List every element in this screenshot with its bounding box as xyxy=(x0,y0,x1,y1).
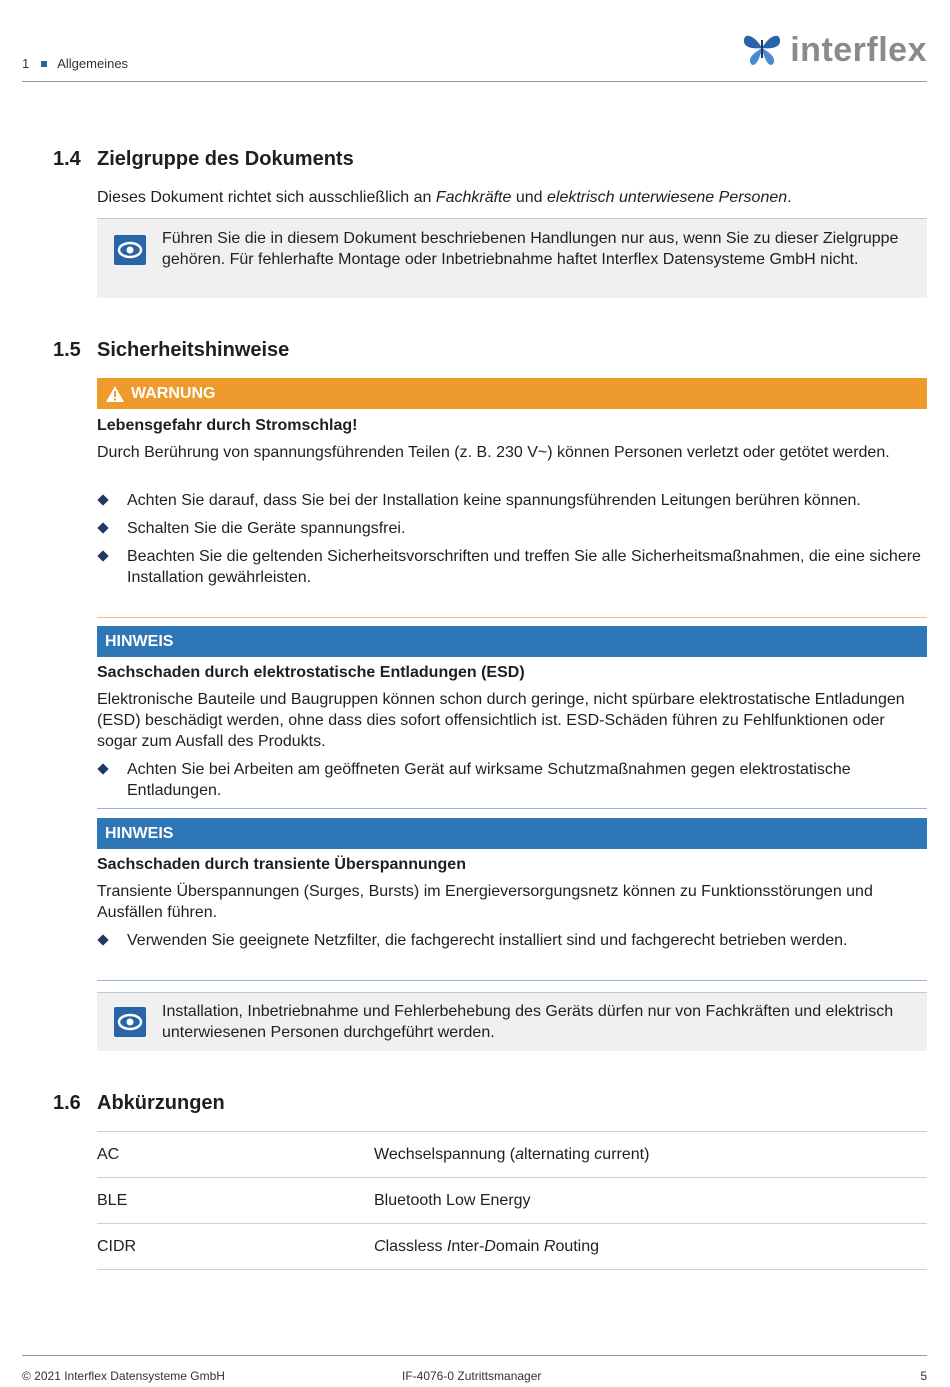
notice-bullet-list xyxy=(97,759,927,808)
warning-text: Durch Berührung von spannungsführenden Teilen (z. B. 230 V~) können Personen verletzt oder getötet werden. xyxy=(97,444,890,461)
eye-icon xyxy=(114,235,146,265)
interflex-logo xyxy=(740,26,927,75)
abbreviations-table xyxy=(97,1131,927,1270)
notice-label: HINWEIS xyxy=(105,632,174,650)
list-item-text: Achten Sie bei Arbeiten am geöffneten Gerät auf wirksame Schutzmaßnahmen gegen elektrostatische Entladungen. xyxy=(127,761,851,799)
abbreviation-cell: AC xyxy=(97,1145,120,1163)
diamond-bullet-icon xyxy=(97,522,108,533)
info-text: Führen Sie die in diesem Dokument beschriebenen Handlungen nur aus, wenn Sie zu dieser Zielgruppe gehören. Für fehlerhafte Montage oder Inbetriebnahme haftet Interflex Datensysteme GmbH nicht. xyxy=(162,230,899,268)
notice-heading: Sachschaden durch transiente Überspannungen xyxy=(97,856,466,873)
section-heading-1-4 xyxy=(53,148,354,171)
section-number: 1.4 xyxy=(53,148,81,170)
section-title: Sicherheitshinweise xyxy=(97,339,290,361)
diamond-bullet-icon xyxy=(97,934,108,945)
emphasis: elektrisch unterwiesene Personen xyxy=(547,189,788,206)
list-item-text: Schalten Sie die Geräte spannungsfrei. xyxy=(127,520,406,537)
footer-document-id: IF-4076-0 Zutrittsmanager xyxy=(402,1369,542,1383)
list-item xyxy=(97,518,927,539)
text-run: . xyxy=(787,189,792,206)
warning-label: WARNUNG xyxy=(131,384,216,402)
abbreviation-cell: CIDR xyxy=(97,1237,137,1255)
table-row xyxy=(97,1178,927,1224)
section-number: 1.6 xyxy=(53,1092,81,1114)
warning-bullet-list xyxy=(97,490,927,595)
chapter-indicator xyxy=(22,56,128,71)
divider xyxy=(97,617,927,618)
notice-bar xyxy=(97,818,927,849)
notice-text: Transiente Überspannungen (Surges, Bursts) im Energieversorgungsnetz können zu Funktionsstörungen und Ausfällen führen. xyxy=(97,883,873,921)
info-box xyxy=(97,218,927,298)
diamond-bullet-icon xyxy=(97,550,108,561)
notice-heading: Sachschaden durch elektrostatische Entladungen (ESD) xyxy=(97,664,525,681)
target-group-paragraph xyxy=(97,187,927,208)
notice-bullet-list xyxy=(97,930,927,958)
section-title: Zielgruppe des Dokuments xyxy=(97,148,354,170)
diamond-bullet-icon xyxy=(97,494,108,505)
divider xyxy=(97,980,927,981)
warning-triangle-icon xyxy=(105,385,125,403)
footer-copyright: © 2021 Interflex Datensysteme GmbH xyxy=(22,1369,225,1383)
page-footer xyxy=(22,1355,927,1383)
table-row xyxy=(97,1224,927,1270)
text-run: und xyxy=(511,189,547,206)
emphasis: Fachkräfte xyxy=(435,189,512,206)
definition-cell: Classless Inter-Domain Routing xyxy=(374,1237,600,1255)
page-header xyxy=(22,0,927,82)
list-item xyxy=(97,930,927,951)
footer-page-number: 5 xyxy=(920,1369,927,1383)
list-item-text: Beachten Sie die geltenden Sicherheitsvorschriften und treffen Sie alle Sicherheitsmaßnahmen, die eine sichere Installation gewährleisten. xyxy=(127,548,921,586)
chapter-title: Allgemeines xyxy=(57,56,129,71)
section-heading-1-5 xyxy=(53,339,289,362)
warning-bar xyxy=(97,378,927,409)
notice-text: Elektronische Bauteile und Baugruppen können schon durch geringe, nicht spürbare elektrostatische Entladungen (ESD) beschädigt werden, ohne dass dies sofort offensichtlich ist. ESD-Schäden führen zu Fehlfunktionen oder sogar zum Ausfall des Produkts. xyxy=(97,691,905,750)
definition-cell: Wechselspannung (alternating current) xyxy=(374,1145,650,1163)
info-box xyxy=(97,992,927,1051)
definition-cell: Bluetooth Low Energy xyxy=(374,1191,531,1209)
list-item xyxy=(97,759,927,801)
logo-wordmark: interflex xyxy=(790,31,927,69)
list-item-text: Achten Sie darauf, dass Sie bei der Installation keine spannungsführenden Leitungen berühren können. xyxy=(127,492,861,509)
section-number: 1.5 xyxy=(53,339,81,361)
notice-bar xyxy=(97,626,927,657)
section-heading-1-6 xyxy=(53,1092,225,1115)
butterfly-icon xyxy=(740,26,784,75)
list-item xyxy=(97,490,927,511)
warning-heading: Lebensgefahr durch Stromschlag! xyxy=(97,417,358,434)
list-item-text: Verwenden Sie geeignete Netzfilter, die fachgerecht installiert sind und fachgerecht betrieben werden. xyxy=(127,932,848,949)
list-item xyxy=(97,546,927,588)
divider xyxy=(97,808,927,809)
info-text: Installation, Inbetriebnahme und Fehlerbehebung des Geräts dürfen nur von Fachkräften und elektrisch unterwiesenen Personen durchgeführt werden. xyxy=(162,1003,894,1041)
diamond-bullet-icon xyxy=(97,763,108,774)
abbreviation-cell: BLE xyxy=(97,1191,128,1209)
chapter-number: 1 xyxy=(22,56,30,71)
section-title: Abkürzungen xyxy=(97,1092,225,1114)
text-run: Dieses Dokument richtet sich ausschließlich an xyxy=(97,189,436,206)
notice-label: HINWEIS xyxy=(105,824,174,842)
table-row xyxy=(97,1132,927,1178)
bullet-square-icon xyxy=(41,61,47,67)
eye-icon xyxy=(114,1007,146,1037)
